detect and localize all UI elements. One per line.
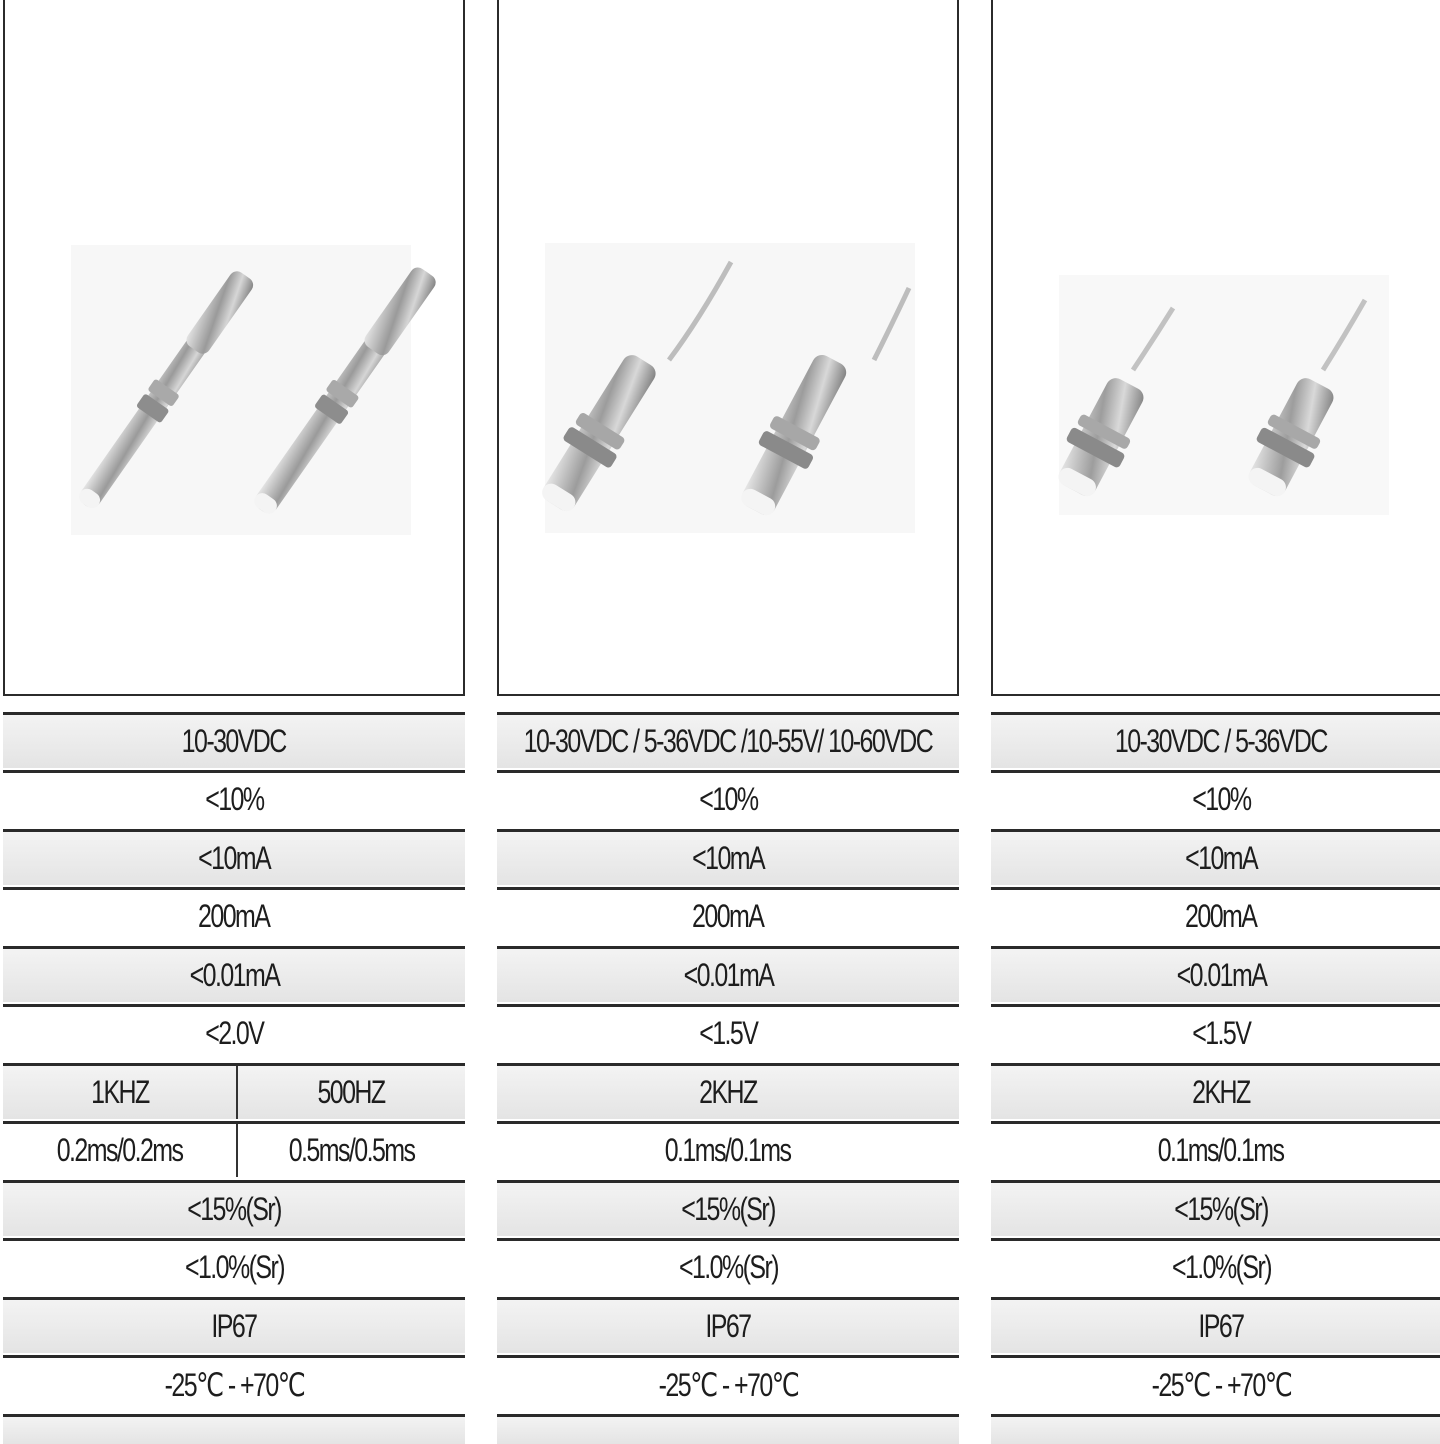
frequency-row: 2KHZ <box>991 1063 1440 1119</box>
temperature-row: -25℃ - +70℃ <box>991 1355 1440 1411</box>
product-column-3 <box>991 0 1440 1440</box>
product-column-1 <box>3 0 465 1440</box>
supply-voltage-row: 10-30VDC / 5-36VDC <box>991 712 1440 768</box>
product-column-2 <box>497 0 959 1440</box>
supply-voltage-row: 10-30VDC / 5-36VDC /10-55V/ 10-60VDC <box>497 712 959 768</box>
consumption-current-row: <10mA <box>497 829 959 885</box>
voltage-drop-row: <2.0V <box>3 1004 465 1060</box>
temperature-row: -25℃ - +70℃ <box>3 1355 465 1411</box>
protection-degree-row: IP67 <box>3 1297 465 1353</box>
ripple-row: <10% <box>3 770 465 826</box>
response-cell: 0.2ms/0.2ms <box>3 1124 238 1177</box>
load-current-row: 200mA <box>3 887 465 943</box>
protection-degree-row: IP67 <box>497 1297 959 1353</box>
repeat-accuracy-row: <1.0%(Sr) <box>3 1238 465 1294</box>
leakage-current-row: <0.01mA <box>991 946 1440 1002</box>
load-current-row: 200mA <box>497 887 959 943</box>
response-cell: 0.5ms/0.5ms <box>288 1132 415 1168</box>
supply-voltage-row: 10-30VDC <box>3 712 465 768</box>
voltage-drop-row: <1.5V <box>497 1004 959 1060</box>
temperature-row: -25℃ - +70℃ <box>497 1355 959 1411</box>
ripple-row: <10% <box>991 770 1440 826</box>
response-time-row: 0.1ms/0.1ms <box>991 1121 1440 1177</box>
consumption-current-row: <10mA <box>991 829 1440 885</box>
load-current-row: 200mA <box>991 887 1440 943</box>
response-time-row <box>3 1121 465 1177</box>
voltage-drop-row: <1.5V <box>991 1004 1440 1060</box>
frequency-cell: 1KHZ <box>3 1066 238 1119</box>
sensor-photo-icon <box>5 0 467 698</box>
ripple-row: <10% <box>497 770 959 826</box>
protection-degree-row: IP67 <box>991 1297 1440 1353</box>
leakage-current-row: <0.01mA <box>497 946 959 1002</box>
hysteresis-row: <15%(Sr) <box>3 1180 465 1236</box>
repeat-accuracy-row: <1.0%(Sr) <box>497 1238 959 1294</box>
hysteresis-row: <15%(Sr) <box>497 1180 959 1236</box>
product-image-box <box>991 0 1440 696</box>
consumption-current-row: <10mA <box>3 829 465 885</box>
frequency-row: 2KHZ <box>497 1063 959 1119</box>
repeat-accuracy-row: <1.0%(Sr) <box>991 1238 1440 1294</box>
product-image-box <box>497 0 959 696</box>
leakage-current-row: <0.01mA <box>3 946 465 1002</box>
frequency-row <box>3 1063 465 1119</box>
sensor-photo-icon <box>499 0 961 698</box>
sensor-photo-icon <box>993 0 1440 698</box>
frequency-cell: 500HZ <box>317 1074 386 1110</box>
hysteresis-row: <15%(Sr) <box>991 1180 1440 1236</box>
product-image-box <box>3 0 465 696</box>
response-time-row: 0.1ms/0.1ms <box>497 1121 959 1177</box>
